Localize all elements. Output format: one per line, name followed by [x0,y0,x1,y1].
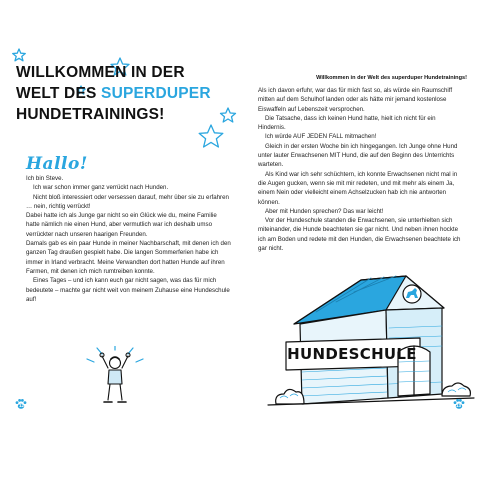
chapter-title [16,62,231,125]
page-number: 13 [456,403,462,408]
title-highlight: SUPERDUPER [101,85,211,102]
paragraph: Die Tatsache, dass ich keinen Hund hatte, hielt ich nicht für ein Hindernis. [258,114,436,132]
title-line-1: WILLKOMMEN IN DER [16,64,185,81]
paragraph: Ich war schon immer ganz verrückt nach Hunden. [33,184,169,192]
cheering-boy-illustration [80,346,150,408]
paragraph: Vor der Hundeschule standen die Erwachsenen, sie unterhielten sich miteinander, die Hunde beachteten sie gar nicht. Und neben ihnen hockte ich am Boden und redete mit den Hunden, die Erwachsenen beachtete ich gar nicht. [258,217,461,253]
paragraph: Als Kind war ich sehr schüchtern, ich konnte Erwachsenen nicht mal in die Augen gucken, wenn sie mit mir redeten, und mit mehr als einem Ja, einem Nein oder vielleicht einem Achselzucken hab ich nie antworten können. [258,170,458,206]
paragraph: Ich bin Steve. [26,175,64,182]
title-line-3: HUNDETRAININGS! [16,106,165,123]
paragraph: Ich würde AUF JEDEN FALL mitmachen! [265,133,377,141]
dog-school-building-illustration [266,248,476,410]
paragraph: Eines Tages – und ich kann euch gar nicht sagen, was das für mich bedeutete – machte gar nicht weit von meinem Zuhause eine Hundeschule auf! [26,277,230,303]
running-header: Willkommen in der Welt des superduper Hundetrainings! [316,75,467,81]
school-sign: HUNDESCHULE [287,345,417,363]
right-body-text [258,86,463,253]
left-body-text [26,174,231,304]
star-icon [13,49,26,61]
paragraph: Nicht bloß interessiert oder versessen darauf, mehr über sie zu erfahren … nein, richtig verrückt! [26,193,229,210]
page-number: 12 [19,403,25,408]
paragraph: Aber mit Hunden sprechen? Das war leicht! [265,207,384,215]
paragraph: Damals gab es ein paar Hunde in meiner Nachbarschaft, mit denen ich den ganzen Tag draußen gespielt habe. Die langen Sommerferien habe ich immer in Irland verbracht. Meine Verwandten dort hatten Hunde auf ihren Farmen, mit denen ich mich rumtreiben konnte. [26,240,231,275]
title-line-2: WELT DES [16,85,102,102]
paragraph: Dabei hatte ich als Junge gar nicht so ein Glück wie du, meine Familie hatte nämlich nie einen Hund, aber vermutlich war ich deshalb umso verrückter nach unseren haarigen Freunden. [26,212,217,238]
greeting: Hallo! [26,154,88,174]
paragraph: Gleich in der ersten Woche bin ich hingegangen. Ich Junge ohne Hund unter lauter Erwachsenen MIT Hund, die auf den Beginn des Unterrichts warteten. [258,142,458,169]
paragraph: Als ich davon erfuhr, war das für mich fast so, als würde ein Raumschiff mitten auf dem Schulhof landen oder als hätte mir jemand kostenlose Eiswaffeln auf Lebenszeit versprochen. [258,87,453,113]
star-icon [199,125,223,147]
